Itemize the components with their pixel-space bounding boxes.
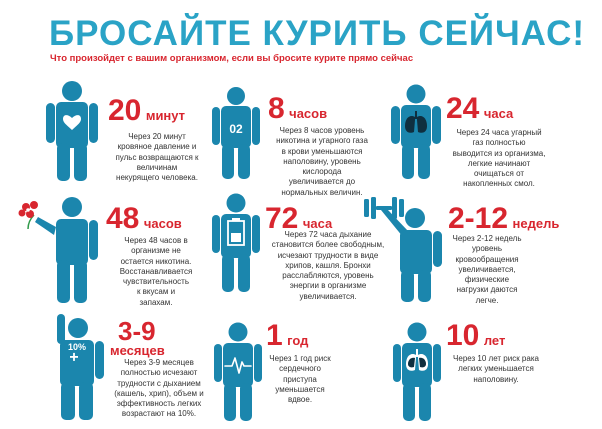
milestone-number: 3-9 — [118, 316, 156, 346]
o2-icon-label: 02 — [229, 122, 243, 136]
milestone-unit: месяцев — [110, 343, 165, 358]
milestone-heading — [268, 94, 327, 124]
milestone-number: 10 — [446, 319, 480, 352]
milestone-heading — [118, 318, 156, 344]
milestone-number: 24 — [446, 92, 480, 125]
milestone-description: Через 3-9 месяцев полностью исчезают трудности с дыханием (кашель, хрип), объем и эффективность легких возрастают на 10%. — [114, 358, 204, 419]
milestone-number: 8 — [268, 92, 285, 125]
milestone-unit: год — [287, 333, 309, 348]
milestone-description: Через 24 часа угарный газ полностью выводится из организма, легкие начинают очищаться от накопленных смол. — [452, 128, 546, 189]
lungs-icon — [392, 322, 442, 422]
milestone-heading — [106, 204, 182, 234]
milestone-unit-line — [110, 343, 165, 359]
flower-icon — [14, 193, 104, 305]
milestone-heading — [446, 94, 513, 124]
milestone-heading — [108, 96, 185, 126]
percent-icon-label: 10% — [67, 342, 87, 352]
battery-icon — [211, 193, 261, 293]
milestone-description: Через 8 часов уровень никотина и угарного газа в крови уменьшаются наполовину, уровень кислорода увеличивается до нормальных величин. — [276, 126, 368, 197]
milestone-description: Через 1 год риск сердечного приступа уменьшается вдвое. — [269, 354, 331, 405]
milestone-heading — [448, 204, 559, 234]
lungs-icon — [390, 84, 442, 180]
milestone-description: Через 20 минут кровяное давление и пульс возвращаются к величинам некурящего человека. — [115, 132, 199, 183]
milestone-description: Через 72 часа дыхание становится более свободным, исчезают трудности в виде хрипов, кашля. Бронхи расслабляются, уровень энергии в организме увеличивается. — [271, 230, 385, 301]
milestone-unit: недель — [512, 216, 560, 231]
milestone-unit: часов — [289, 106, 328, 121]
milestone-number: 2-12 — [448, 202, 509, 235]
dumbbell-icon — [360, 193, 444, 303]
milestone-unit: часа — [483, 106, 514, 121]
milestone-description: Через 2-12 недель уровень кровообращения увеличивается, физические нагрузки даются легче. — [452, 234, 522, 305]
milestone-heading — [446, 321, 505, 351]
page-subtitle: Что произойдет с вашим организмом, если вы бросите курите прямо сейчас — [50, 53, 414, 64]
milestone-heading — [266, 321, 308, 351]
milestone-number: 72 — [265, 202, 299, 235]
milestone-unit: минут — [145, 108, 186, 123]
milestone-unit: лет — [483, 333, 506, 348]
page-title: БРОСАЙТЕ КУРИТЬ СЕЙЧАС! — [49, 14, 586, 53]
milestone-unit: часа — [302, 216, 333, 231]
heart-icon — [44, 80, 100, 182]
o2-icon — [211, 86, 261, 180]
milestone-number: 1 — [266, 319, 283, 352]
milestone-number: 48 — [106, 202, 140, 235]
milestone-description: Через 10 лет риск рака легких уменьшается наполовину. — [453, 354, 539, 384]
milestone-unit: часов — [143, 216, 182, 231]
milestone-number: 20 — [108, 94, 142, 127]
heartbeat-icon — [213, 322, 263, 422]
milestone-description: Через 48 часов в организме не остается никотина. Восстанавливается чувствительность к вкусам и запахам. — [119, 236, 193, 307]
